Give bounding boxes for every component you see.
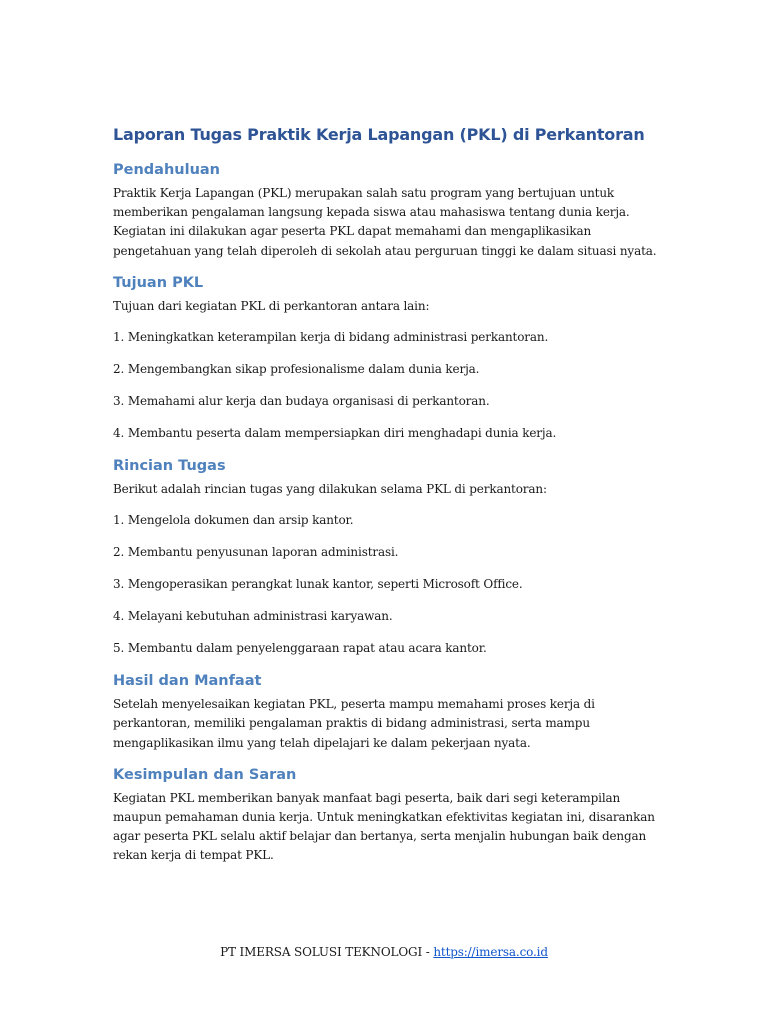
list-item: 1. Mengelola dokumen dan arsip kantor.	[113, 513, 354, 528]
list-item: 2. Membantu penyusunan laporan administrasi.	[113, 545, 399, 560]
section-heading: Rincian Tugas	[113, 458, 226, 475]
list-item: 1. Meningkatkan keterampilan kerja di bidang administrasi perkantoran.	[113, 330, 549, 345]
section-heading: Tujuan PKL	[113, 274, 204, 291]
section-kesimpulan-saran	[113, 765, 658, 866]
footer-link[interactable]: https://imersa.co.id	[433, 945, 548, 959]
section-rincian-tugas	[113, 456, 658, 658]
section-heading: Hasil dan Manfaat	[113, 673, 262, 690]
section-hasil-manfaat	[113, 671, 658, 753]
section-heading: Pendahuluan	[113, 162, 220, 178]
page-footer	[0, 945, 768, 959]
document-title: Laporan Tugas Praktik Kerja Lapangan (PKL) di Perkantoran	[113, 125, 645, 144]
document-page	[113, 124, 658, 878]
section-paragraph: Kegiatan PKL memberikan banyak manfaat bagi peserta, baik dari segi keterampilan maupun pemahaman dunia kerja. Untuk meningkatkan efektivitas kegiatan ini, disarankan agar peserta PKL selalu aktif belajar dan bertanya, serta menjalin hubungan baik dengan rekan kerja di tempat PKL.	[113, 790, 655, 863]
section-paragraph: Praktik Kerja Lapangan (PKL) merupakan salah satu program yang bertujuan untuk memberikan pengalaman langsung kepada siswa atau mahasiswa tentang dunia kerja. Kegiatan ini dilakukan agar peserta PKL dapat memahami dan mengaplikasikan pengetahuan yang telah diperoleh di sekolah atau perguruan tinggi ke dalam situasi nyata.	[113, 186, 657, 258]
section-heading: Kesimpulan dan Saran	[113, 766, 297, 783]
section-tujuan-pkl	[113, 273, 658, 443]
list-item: 2. Mengembangkan sikap profesionalisme dalam dunia kerja.	[113, 362, 480, 377]
section-paragraph: Berikut adalah rincian tugas yang dilakukan selama PKL di perkantoran:	[113, 482, 547, 497]
list-item: 4. Membantu peserta dalam mempersiapkan diri menghadapi dunia kerja.	[113, 426, 557, 441]
section-paragraph: Setelah menyelesaikan kegiatan PKL, peserta mampu memahami proses kerja di perkantoran, memiliki pengalaman praktis di bidang administrasi, serta mampu mengaplikasikan ilmu yang telah dipelajari ke dalam pekerjaan nyata.	[113, 697, 595, 750]
section-paragraph: Tujuan dari kegiatan PKL di perkantoran antara lain:	[113, 298, 430, 313]
list-item: 4. Melayani kebutuhan administrasi karyawan.	[113, 609, 393, 624]
list-item: 5. Membantu dalam penyelenggaraan rapat atau acara kantor.	[113, 641, 487, 656]
list-item: 3. Mengoperasikan perangkat lunak kantor, seperti Microsoft Office.	[113, 577, 523, 592]
list-item: 3. Memahami alur kerja dan budaya organisasi di perkantoran.	[113, 394, 490, 409]
footer-company: PT IMERSA SOLUSI TEKNOLOGI -	[220, 945, 434, 959]
section-pendahuluan	[113, 160, 658, 261]
